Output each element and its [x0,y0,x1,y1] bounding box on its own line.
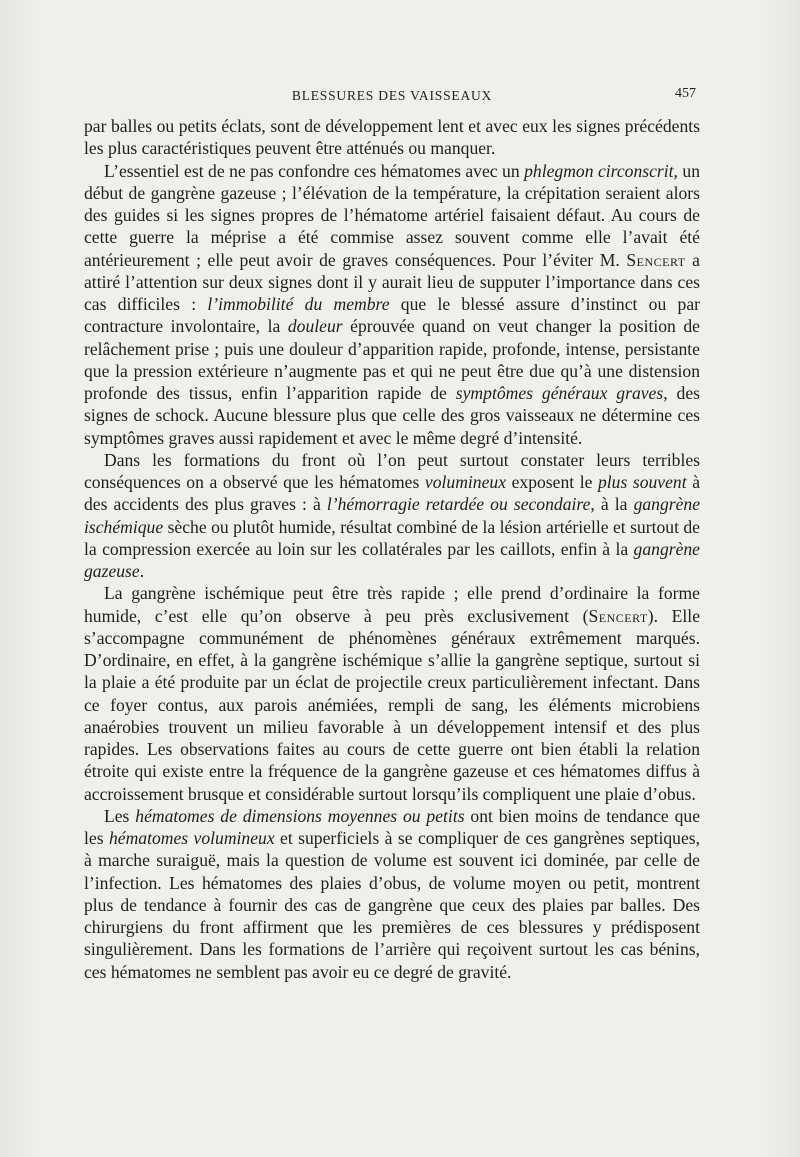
text-run: sèche ou plutôt humide, résultat combiné de la lésion artérielle et surtout de la compression exercée au loin sur les collatérales par les caillots, enfin à la [84,516,700,559]
italic-run: hématomes volumineux [108,828,275,848]
text-run: Dans les formations du front où l’on peut surtout constater leurs terribles conséquences on a observé que les hématomes [84,449,700,492]
author-name: Sencert [626,249,686,270]
italic-run: douleur [287,316,343,337]
italic-run: volumineux [424,472,507,492]
running-head [84,86,700,106]
italic-run: l’immobilité du membre [207,294,390,314]
paragraph [84,115,700,160]
text-run: exposent le [506,472,598,492]
italic-run: gangrène gazeuse [84,538,700,581]
paragraph [84,449,700,583]
italic-run: plus souvent [597,472,687,492]
italic-run: hématomes de dimensions moyennes ou petits [135,805,465,826]
text-run: et superficiels à se compliquer de ces gangrènes septiques, à marche suraiguë, mais la question de volume est souvent ici dominée, par celle de l’infection. Les hématomes des plaies d’obus, de volume moyen ou petit, montrent plus de tendance à fournir des cas de gangrène que ceux des plaies par balles. Des chirurgiens du front affirment que les premières de ces blessures y prédisposent singulièrement. Dans les formations de l’arrière qui reçoivent surtout les cas bénins, ces hématomes ne semblent pas avoir eu ce degré de gravité. [84,828,700,982]
running-title: BLESSURES DES VAISSEAUX [291,88,493,103]
paragraph [84,582,700,805]
text-run: , à la [590,494,634,515]
text-run: L’essentiel est de ne pas confondre ces hématomes avec un [104,160,525,181]
text-run: que le blessé assure d’instinct ou par contracture involontaire, la [84,294,700,337]
text-run: , un début de gangrène gazeuse ; l’élévation de la température, la crépitation seraient alors des guides si les signes propres de l’hématome artériel faisaient défaut. Au cours de cette guerre la méprise a été commise assez souvent comme elle l’avait été antérieurement ; elle peut avoir de graves conséquences. Pour l’éviter M. [84,160,700,270]
text-run: à des accidents des plus graves : à [84,472,701,515]
italic-run: gangrène ischémique [84,494,701,537]
text-run: ont bien moins de tendance que les [84,805,700,848]
text-run: par balles ou petits éclats, sont de développement lent et avec eux les signes précédents les plus caractéristiques peuvent être atténués ou manquer. [84,116,700,159]
italic-run: phlegmon circonscrit [524,160,674,181]
paragraph [84,160,700,449]
italic-run: l’hémorragie retardée ou secondaire [326,494,591,515]
page-number: 457 [675,86,696,101]
text-run: . [139,561,145,581]
paragraph [84,805,700,983]
italic-run: symptômes généraux graves [455,383,664,403]
author-name: Sencert [588,605,648,626]
text-run: La gangrène ischémique peut être très rapide ; elle prend d’ordinaire la forme humide, c’est elle qu’on observe à peu près exclusivement ( [84,583,700,626]
text-run: ). Elle s’accompagne communément de phénomènes généraux extrêmement marqués. D’ordinaire, en effet, à la gangrène ischémique s’allie la gangrène septique, surtout si la plaie a été produite par un éclat de projectile creux particulièrement infectant. Dans ce foyer contus, aux parois anémiées, rempli de sang, les éléments microbiens anaérobies trouvent un milieu favorable à un développement intensif et des plus rapides. Les observations faites au cours de cette guerre ont bien établi la relation étroite qui existe entre la fréquence de la gangrène gazeuse et ces hématomes diffus à accroissement brusque et considérable surtout lorsqu’ils compliquent une plaie d’obus. [84,605,701,804]
text-run: a attiré l’attention sur deux signes dont il y aurait lieu de supputer l’importance dans ces cas difficiles : [84,249,700,314]
text-run: , des signes de schock. Aucune blessure plus que celle des gros vaisseaux ne détermine ces symptômes graves aussi rapidement et avec le même degré d’intensité. [84,383,700,448]
text-run: Les [104,805,136,826]
body-text [84,115,700,983]
text-run: éprouvée quand on veut changer la position de relâchement prise ; puis une douleur d’apparition rapide, profonde, intense, persistante que la pression extérieure n’augmente pas et qui ne peut être due qu’à une distension profonde des tissus, enfin l’apparition rapide de [84,316,700,403]
